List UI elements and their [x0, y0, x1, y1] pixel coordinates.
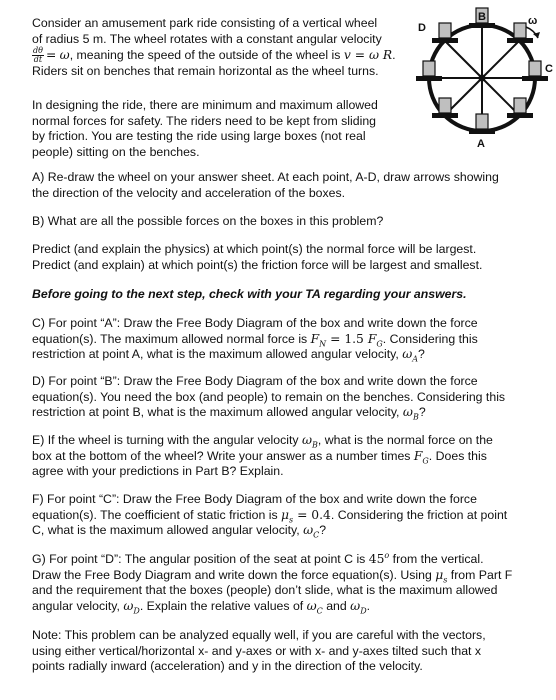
- v-equals-omega-r: v = ω R: [343, 47, 393, 62]
- predict-line-2: Predict (and explain) at which point(s) the friction force will be largest and smallest.: [32, 257, 483, 272]
- part-f: [32, 492, 530, 539]
- part-g-line-1: G) For point “D”: The angular position of the seat at point C is 45$^o$ from the vertical.: [32, 550, 484, 566]
- ta-check-note: [32, 287, 530, 303]
- part-d-line-3: restriction at point B, what is the maximum allowed angular velocity, $\omega_B$?: [32, 405, 426, 422]
- dtheta-dt-fraction: $\frac{d\theta}{dt}$: [33, 46, 43, 65]
- note-line-3: points radially inward (acceleration) and y in the direction of the velocity.: [32, 659, 423, 674]
- part-f-line-2: equation(s). The coefficient of static friction is $\mu_s = 0.4$. Considering the friction at point: [32, 507, 508, 525]
- part-e-line-2: box at the bottom of the wheel? Write your answer as a number times $F_G$. Does this: [32, 448, 487, 466]
- part-b: [32, 214, 530, 230]
- intro-line-4: Riders sit on benches that remain horizontal as the wheel turns.: [32, 64, 379, 79]
- ta-check-line: Before going to the next step, check with your TA regarding your answers.: [32, 287, 467, 301]
- part-g-line-4: angular velocity, $\omega_D$. Explain the relative values of $\omega_C$ and $\omega_D$.: [32, 598, 371, 616]
- note-line-2: using either vertical/horizontal x- and y-axes or with x- and y-axes tilted such that x: [32, 643, 482, 658]
- label-omega: ω: [528, 15, 538, 27]
- design-line-2: normal forces for safety. The riders need to be kept from sliding: [32, 113, 377, 128]
- intro-line-1: Consider an amusement park ride consisting of a vertical wheel: [32, 16, 378, 30]
- intro-line-3: $\frac{d\theta}{dt}$ = ω, meaning the speed of the outside of the wheel is v = ω R.: [33, 46, 396, 65]
- part-e-line-1: E) If the wheel is turning with the angular velocity $\omega_B$, what is the normal force on the: [32, 433, 493, 450]
- predict-paragraph: [32, 242, 530, 273]
- part-d-line-2: equation(s). You need the box (and people) to remain on the benches. Considering this: [32, 389, 506, 404]
- design-line-4: people) sitting on the benches.: [32, 144, 200, 159]
- label-a: A: [477, 138, 485, 150]
- label-d: D: [418, 22, 426, 34]
- seat-left: [416, 61, 442, 81]
- part-g-line-3: and the requirement that the boxes (people) don’t slide, what is the maximum allowed: [32, 583, 498, 598]
- part-g: [32, 552, 530, 614]
- part-c: [32, 316, 530, 363]
- part-f-line-1: F) For point “C”: Draw the Free Body Diagram of the box and write down the force: [32, 492, 477, 506]
- part-a-line-2: the direction of the velocity and acceleration of the boxes.: [32, 185, 346, 200]
- part-b-line-1: B) What are all the possible forces on the boxes in this problem?: [32, 214, 384, 228]
- part-f-line-3: C, what is the maximum allowed angular velocity, $\omega_C$?: [32, 523, 327, 540]
- predict-line-1: Predict (and explain the physics) at which point(s) the normal force will be largest.: [32, 242, 477, 256]
- label-b: B: [478, 11, 486, 23]
- intro-line-2: of radius 5 m. The wheel rotates with a constant angular velocity: [32, 31, 382, 46]
- note-paragraph: [32, 628, 530, 675]
- part-c-line-2: equation(s). The maximum allowed normal force is $F_N = 1.5$ $F_G$. Considering this: [32, 331, 478, 349]
- part-d-line-1: D) For point “B”: Draw the Free Body Diagram of the box and write down the force: [32, 374, 478, 388]
- part-e: [32, 433, 530, 480]
- design-line-3: by friction. You are testing the ride using large boxes (not real: [32, 129, 366, 144]
- part-c-line-1: C) For point “A”: Draw the Free Body Diagram of the box and write down the force: [32, 316, 478, 330]
- wheel-hub: [479, 75, 486, 82]
- design-line-1: In designing the ride, there are minimum and maximum allowed: [32, 98, 378, 112]
- part-a-line-1: A) Re-draw the wheel on your answer sheet. At each point, A-D, draw arrows showing: [32, 170, 499, 184]
- part-g-line-2: Draw the Free Body Diagram and write down the force equation(s). Using $\mu_s$ from Part F: [32, 567, 513, 585]
- note-line-1: Note: This problem can be analyzed equally well, if you are careful with the vectors,: [32, 628, 486, 642]
- part-a: [32, 170, 530, 201]
- part-e-line-3: agree with your predictions in Part B? Explain.: [32, 464, 284, 479]
- ferris-wheel-figure: [408, 4, 556, 154]
- label-c: C: [545, 63, 553, 75]
- part-d: [32, 374, 530, 421]
- seat-a: [469, 114, 495, 134]
- part-c-line-3: restriction at point A, what is the maximum allowed angular velocity, $\omega_A$?: [32, 347, 425, 364]
